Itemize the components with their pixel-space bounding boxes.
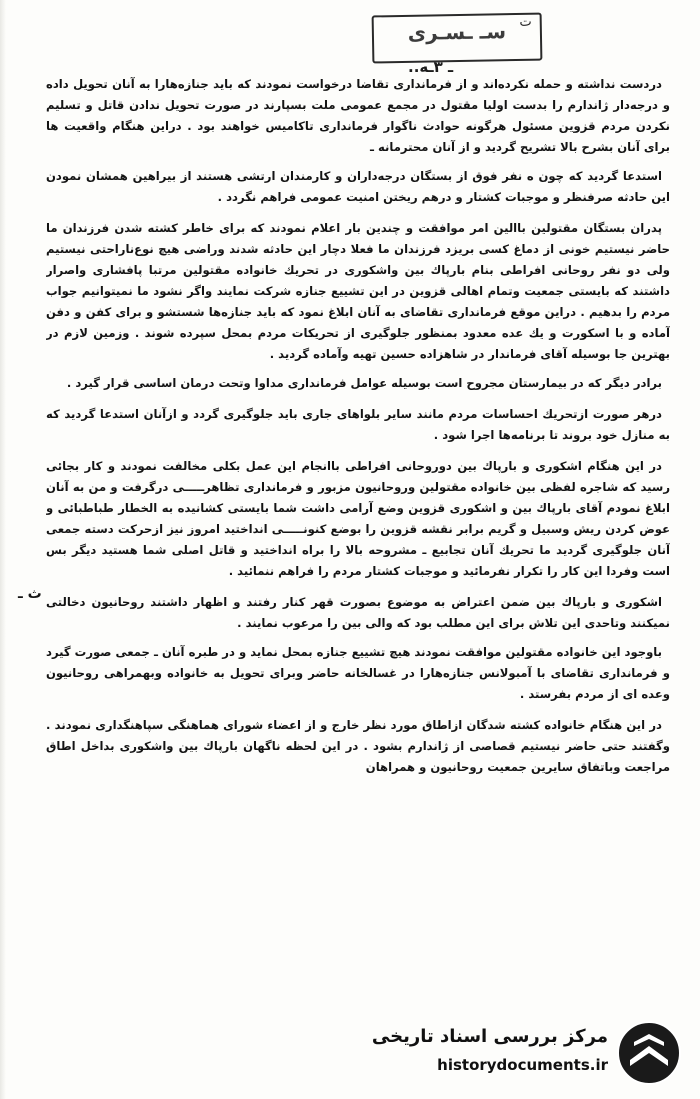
section-marker: ث ـ xyxy=(18,586,42,602)
paragraph-3: پدران بستگان مقتولین باالین امر موافقت و چندین بار اعلام نمودند که برای خاطر کشته شدن فرزندان ما حاضر نیستیم خونی از دماغ کسی بریزد فرزندان ما فعلا دچار این حادثه شدند وراضی هیچ نوع‌ناراحتی نیستیم ولی دو نفر روحانی افراطی بنام بارپاك بین واشکوری در تحریك خانواده مقتولین مرتبا پافشاری واصرار داشتند که بایستی جمعیت وتمام اهالی قزوین در این تشییع جنازه شرکت نمایند واگر نشود ما نمیتوانیم جواب مردم را بدهیم . دراین موقع فرمانداری تقاضای به آنان ابلاغ نمود که باید جنازه‌ها شستشو و برای کفن و دفن آماده و با اسکورت و یك عده معدود بمنظور جلوگیری از تحریکات مردم بمحل سپرده شوند . وزمین لازم در بهترین جا بوسیله آقای فرماندار در شاهزاده حسین تهیه وآماده گردید . xyxy=(46,221,670,361)
stamp-code: ت xyxy=(519,14,532,30)
paragraph-1: درد‌ست نداشته و حمله نکرده‌اند و از فرمانداری تقاضا درخواست نمودند که باید جنازه‌هارا به آنان تحویل داده و درجه‌دار ژاندارم را بدست اولیا مقتول در مجمع عمومی ملت بسپارند در صورت تحویل ندادن قاتل و تسلیم نکردن مردم قزوین مسئول هرگونه حوادث ناگوار فرمانداری تاکامیس خواهند بود . دراین هنگام واقعیت ها برای آنان بشرح بالا تشریح گردید و از آنان محترمانه ـ xyxy=(46,77,670,154)
paragraph-2: استدعا گردید که چون ه نفر فوق از بستگان درجه‌داران و کارمندان ارتشی هستند از بیراهین همشان نمودن این حادثه صرفنظر و موجبات کشتار و درهم ریختن امنیت عمومی فراهم نگردد . xyxy=(46,169,670,204)
archive-watermark xyxy=(371,1010,690,1094)
classification-stamp xyxy=(372,13,543,64)
watermark-title: مرکز بررسی اسناد تاریخی xyxy=(371,1026,608,1047)
paragraph-6: در این هنگام اشکوری و بارپاك بین دوروحانی افراطی باانجام این عمل بکلی مخالفت نمودند و کار بجائی رسید که شاجره لفظی بین خانواده مقتولین وروحانیون مزبور و فرمانداری تظاهرـــــی درگرفت و من به آنان ابلاغ نمودم آقای بارپاك بین و اشکوری قزوین وضع آرامی داشت شما بایستی کشانیده به الخطار طباطبائی و عوض کردن ریش وسبیل و گریم برابر نقشه قزوین را بوضع کنونـــــی انداختید امروز نیز ازحرکت دسته جمعی آنان جلوگیری گردید ما تحریك آنان تجابیع ـ مشروحه بالا را براه انداختید و قاتل اصلی شما هستید دیگر بس است وفردا این کار را تکرار نفرمائید و موجبات کشتار مردم را فراهم ننمائید . xyxy=(46,459,670,578)
watermark-url: historydocuments.ir xyxy=(437,1056,608,1074)
paragraph-5: درهر صورت ازتحریك احساسات مردم مانند سایر بلواهای جاری باید جلوگیری گردد و ازآنان استدعا گردید که به منازل خود بروند تا برنامه‌ها اجرا شود . xyxy=(46,407,670,442)
paragraph-8: باوجود این خانواده مقتولین موافقت نمودند هیچ تشییع جنازه بمحل نماید و در طبره آنان ـ جمعی صورت گیرد و فرمانداری تقاضای با آمبولانس جنازه‌هارا در غسالخانه حاضر وبرای تحویل به خانواده وبهمراهی روحانیون وعده ای از مردم بفرستد . xyxy=(46,645,670,701)
paragraph-9: در این هنگام خانواده کشته شدگان ازاطاق مورد نظر خارج و از اعضاء شورای هماهنگی سپاهنگداری نمودند . وگفتند حتی حاضر نیستیم قصاصی از ژاندارم بشود . در این لحظه ناگهان بارپاك بین واشکوری بداخل اطاق مراجعت وباتفاق سایرین جمعیت روحانیون و همراهان xyxy=(46,718,670,774)
paragraph-7: اشکوری و بارپاك بین ضمن اعتراض به موضوع بصورت قهر کنار رفتند و اظهار داشتند روحانیون دخالتی نمیکنند وتاحدی این تلاش برای این مطلب بود که والی بین را مرعوب نمایند . xyxy=(46,595,670,630)
stamp-text: سـ ـسـرى xyxy=(407,19,507,45)
paragraph-4: برادر دیگر که در بیمارستان مجروح است بوسیله عوامل فرمانداری مداوا وتحت درمان اساسی قرار گیرد . xyxy=(66,376,662,390)
archive-book-logo-icon xyxy=(616,1020,682,1086)
stamp-subnumber: ..ـ ٣ـه xyxy=(408,58,454,76)
document-body xyxy=(46,74,670,1009)
